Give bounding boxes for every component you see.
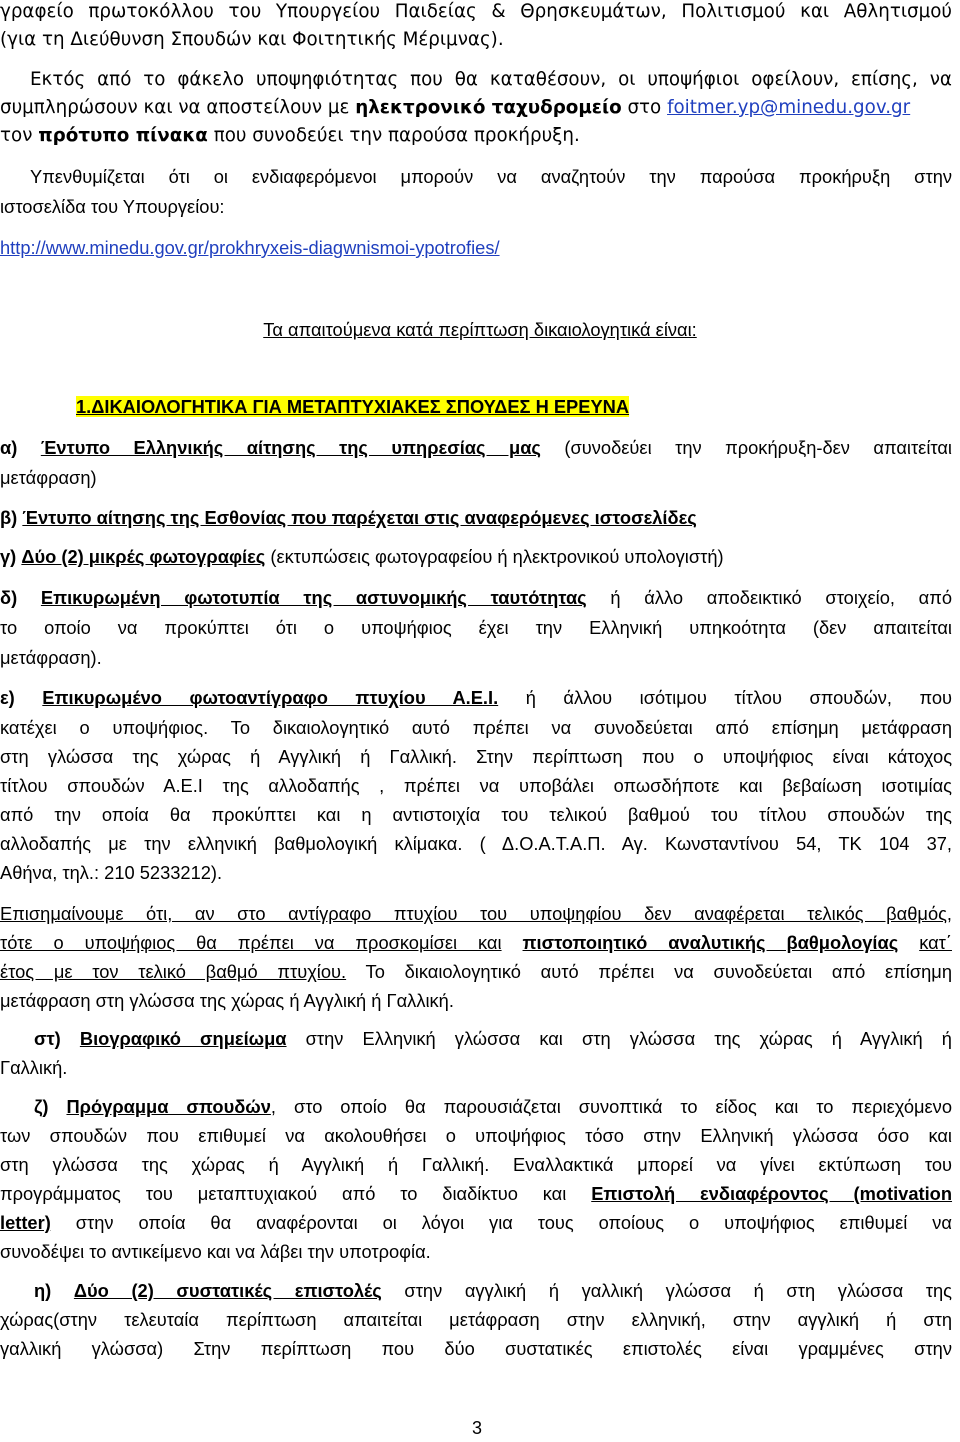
intro-line-1: γραφείο πρωτοκόλλου του Υπουργείου Παιδείας & Θρησκευμάτων, Πολιτισμού και Αθλητισμού	[0, 1, 952, 22]
note-line-2-end: κατ΄	[919, 932, 952, 953]
grade-certificate-emphasis: πιστοποιητικό αναλυτικής βαθμολογίας	[522, 932, 899, 953]
item-a-line-1	[0, 436, 952, 460]
item-z-rest: , στο οποίο θα παρουσιάζεται συνοπτικά το είδος και το περιεχόμενο	[270, 1096, 952, 1117]
note-line-4: μετάφραση στη γλώσσα της χώρας ή Αγγλική ή Γαλλική.	[0, 990, 454, 1011]
item-e-line-4: τίτλου σπουδών Α.Ε.Ι της αλλοδαπής , πρέπει να υποβάλει οπωσδήποτε και βεβαίωση ισοτιμίας	[0, 775, 952, 796]
item-a-label: α)	[0, 437, 18, 458]
item-z-line-1	[34, 1095, 952, 1119]
item-d-line-1	[0, 586, 952, 610]
email-emphasis: ηλεκτρονικό ταχυδρομείο	[355, 97, 622, 118]
item-z-line-5	[0, 1211, 952, 1235]
email-link[interactable]: foitmer.yp@minedu.gov.gr	[667, 97, 911, 118]
item-c-label: γ)	[0, 546, 17, 567]
section-title-highlight: 1.ΔΙΚΑΙΟΛΟΓΗΤΙΚΑ ΓΙΑ ΜΕΤΑΠΤΥΧΙΑΚΕΣ ΣΠΟΥΔΕΣ Η ΕΡΕΥΝΑ	[76, 396, 630, 417]
item-i-line-2: χώρας(στην τελευταία περίπτωση απαιτείται μετάφραση στην ελληνική, στην αγγλική ή στη	[0, 1309, 952, 1330]
item-e-rest: ή άλλου ισότιμου τίτλου σπουδών, που	[525, 687, 952, 708]
note-line-3-underlined: έτος με τον τελικό βαθμό πτυχίου.	[0, 961, 347, 982]
item-e-line-7: Αθήνα, τηλ.: 210 5233212).	[0, 862, 223, 883]
note-line-1: Επισημαίνουμε ότι, αν στο αντίγραφο πτυχίου του υποψηφίου δεν αναφέρεται τελικός βαθμός,	[0, 903, 952, 924]
intro-line-2: (για τη Διεύθυνση Σπουδών και Φοιτητικής Μέριμνας).	[0, 29, 504, 50]
motivation-letter-emphasis-end: letter)	[0, 1212, 51, 1233]
ministry-url-link[interactable]: http://www.minedu.gov.gr/prokhryxeis-diagwnismoi-ypotrofies/	[0, 237, 500, 258]
item-c-rest: (εκτυπώσεις φωτογραφείου ή ηλεκτρονικού υπολογιστή)	[270, 546, 724, 567]
item-z-line-4-text: προγράμματος του μεταπτυχιακού από το διαδίκτυο και	[0, 1183, 567, 1204]
note-line-3	[0, 960, 952, 984]
item-c-line	[0, 545, 724, 569]
item-z-line-3: στη γλώσσα της χώρας ή Αγγλική ή Γαλλική. Εναλλακτικά μπορεί να γίνει εκτύπωση του	[0, 1154, 952, 1175]
item-st-label: στ)	[34, 1028, 61, 1049]
note-line-3-rest: Το δικαιολογητικό αυτό πρέπει να συνοδεύεται από επίσημη	[365, 961, 953, 982]
item-e-line-1	[0, 686, 952, 710]
item-b-line	[0, 506, 697, 530]
intro-line-5	[0, 124, 580, 148]
item-e-line-6: αλλοδαπής με την ελληνική βαθμολογική κλίμακα. ( Δ.Ο.Α.Τ.Α.Π. Αγ. Κωνσταντίνου 54, ΤΚ 104 37,	[0, 833, 952, 854]
item-d-line-3: μετάφραση).	[0, 647, 102, 668]
reminder-line-1: Υπενθυμίζεται ότι οι ενδιαφερόμενοι μπορούν να αναζητούν την παρούσα προκήρυξη στην	[30, 166, 952, 187]
item-e-label: ε)	[0, 687, 15, 708]
item-st-rest: στην Ελληνική γλώσσα και στη γλώσσα της χώρας ή Αγγλική ή	[305, 1028, 952, 1049]
item-a-rest: (συνοδεύει την προκήρυξη-δεν απαιτείται	[564, 437, 952, 458]
item-d-emphasis: Επικυρωμένη φωτοτυπία της αστυνομικής ταυτότητας	[40, 587, 587, 608]
item-i-line-3: γαλλική γλώσσα) Στην περίπτωση που δύο συστατικές επιστολές είναι γραμμένες στην	[0, 1338, 952, 1359]
item-b-label: β)	[0, 507, 18, 528]
item-a-line-2: μετάφραση)	[0, 467, 97, 488]
item-e-emphasis: Επικυρωμένο φωτοαντίγραφο πτυχίου Α.Ε.Ι.	[42, 687, 499, 708]
item-d-label: δ)	[0, 587, 18, 608]
item-c-emphasis: Δύο (2) μικρές φωτογραφίες	[21, 546, 266, 567]
item-e-line-2: κατέχει ο υποψήφιος. Το δικαιολογητικό αυτό πρέπει να συνοδεύεται από επίσημη μετάφραση	[0, 717, 952, 738]
page-number: 3	[472, 1418, 483, 1438]
item-i-rest: στην αγγλική ή γαλλική γλώσσα ή στη γλώσσα της	[404, 1280, 952, 1301]
intro-line-4-text: συμπληρώσουν και να αποστείλουν με	[0, 97, 350, 118]
note-line-2-text: τότε ο υποψήφιος θα πρέπει να προσκομίσει και	[0, 932, 502, 953]
note-line-2	[0, 931, 952, 955]
item-z-line-5-rest: στην οποία θα αναφέρονται οι λόγοι για τους οποίους ο υποψήφιος επιθυμεί να	[75, 1212, 952, 1233]
item-a-emphasis: Έντυπο Ελληνικής αίτησης της υπηρεσίας μας	[40, 437, 541, 458]
item-st-line-2: Γαλλική.	[0, 1057, 68, 1078]
reminder-line-2: ιστοσελίδα του Υπουργείου:	[0, 196, 225, 217]
item-z-line-2: των σπουδών που επιθυμεί να ακολουθήσει ο υποψήφιος τόσο στην Ελληνική γλώσσα όσο και	[0, 1125, 952, 1146]
required-documents-heading: Τα απαιτούμενα κατά περίπτωση δικαιολογητικά είναι:	[263, 319, 697, 340]
section-title	[76, 395, 629, 419]
intro-line-3: Εκτός από το φάκελο υποψηφιότητας που θα καταθέσουν, οι υποψήφιοι οφείλουν, επίσης, να	[30, 69, 952, 90]
intro-line-5-text: τον	[0, 125, 33, 146]
item-z-emphasis: Πρόγραμμα σπουδών	[66, 1096, 271, 1117]
item-e-line-3: στη γλώσσα της χώρας ή Αγγλική ή Γαλλική. Στην περίπτωση που ο υποψήφιος είναι κάτοχος	[0, 746, 952, 767]
item-st-emphasis: Βιογραφικό σημείωμα	[79, 1028, 287, 1049]
item-b-emphasis: Έντυπο αίτησης της Εσθονίας που παρέχεται στις αναφερόμενες ιστοσελίδες	[22, 507, 697, 528]
intro-line-4-to: στο	[627, 97, 662, 118]
item-e-line-5: από την οποία θα προκύπτει και η αντιστοιχία του τελικού βαθμού του τίτλου σπουδών της	[0, 804, 952, 825]
intro-line-4	[0, 96, 910, 120]
item-z-line-4	[0, 1182, 952, 1206]
motivation-letter-emphasis: Επιστολή ενδιαφέροντος (motivation	[591, 1183, 953, 1204]
item-i-line-1	[34, 1279, 952, 1303]
item-d-rest: ή άλλο αποδεικτικό στοιχείο, από	[610, 587, 952, 608]
item-z-label: ζ)	[34, 1096, 49, 1117]
item-i-emphasis: Δύο (2) συστατικές επιστολές	[73, 1280, 382, 1301]
item-st-line-1	[34, 1027, 952, 1051]
template-table-emphasis: πρότυπο πίνακα	[38, 125, 208, 146]
intro-line-5-rest: που συνοδεύει την παρούσα προκήρυξη.	[213, 125, 580, 146]
item-z-line-6: συνοδέψει το αντικείμενο και να λάβει την υποτροφία.	[0, 1241, 431, 1262]
item-i-label: η)	[34, 1280, 52, 1301]
item-d-line-2: το οποίο να προκύπτει ότι ο υποψήφιος έχει την Ελληνική υπηκοότητα (δεν απαιτείται	[0, 617, 952, 638]
